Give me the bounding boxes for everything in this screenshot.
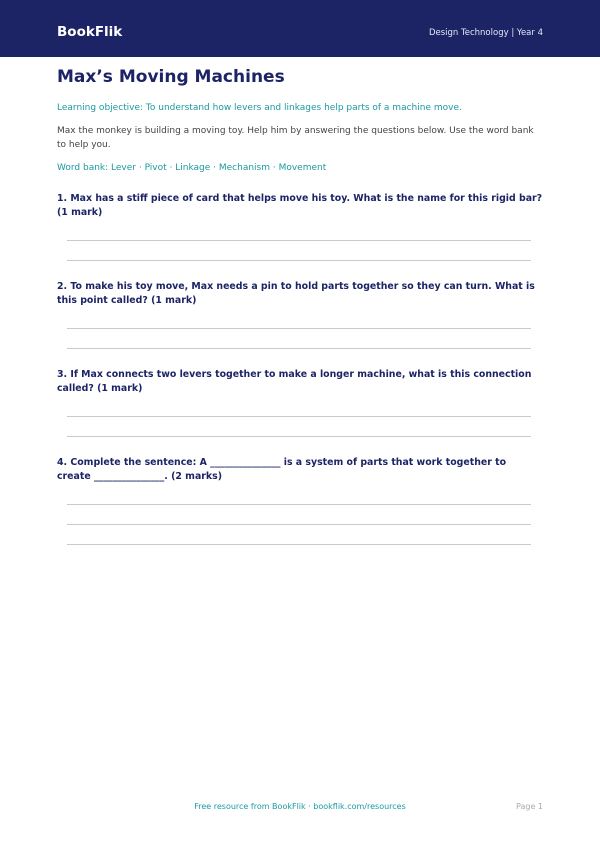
answer-line[interactable] — [67, 348, 531, 349]
answer-line[interactable] — [67, 240, 531, 241]
answer-line[interactable] — [67, 544, 531, 545]
word-bank: Word bank: Lever · Pivot · Linkage · Mechanism · Movement — [57, 163, 327, 173]
answer-lines — [57, 504, 543, 545]
learning-objective: Learning objective: To understand how levers and linkages help parts of a machine move. — [57, 103, 462, 113]
footer-source-link[interactable]: Free resource from BookFlik · bookflik.com/resources — [194, 802, 406, 811]
subject-year-label: Design Technology | Year 4 — [428, 28, 543, 38]
question-text: 4. Complete the sentence: A _______________ is a system of parts that work together to create _______________. (2 marks) — [57, 457, 507, 482]
answer-lines — [57, 416, 543, 437]
answer-lines — [57, 328, 543, 349]
page-number: Page 1 — [516, 802, 543, 811]
question-3 — [57, 368, 543, 437]
question-text: 3. If Max connects two levers together to make a longer machine, what is this connection called? (1 mark) — [57, 369, 532, 394]
answer-line[interactable] — [67, 524, 531, 525]
intro-text: Max the monkey is building a moving toy. Help him by answering the questions below. Use the word bank to help you. — [57, 126, 534, 150]
answer-line[interactable] — [67, 436, 531, 437]
page-header — [0, 0, 600, 57]
worksheet-title: Max’s Moving Machines — [57, 67, 285, 87]
question-4 — [57, 456, 543, 545]
brand-logo-text: BookFlik — [57, 24, 123, 40]
answer-line[interactable] — [67, 504, 531, 505]
answer-line[interactable] — [67, 260, 531, 261]
question-text: 2. To make his toy move, Max needs a pin to hold parts together so they can turn. What is this point called? (1 mark) — [57, 281, 535, 306]
question-2 — [57, 280, 543, 349]
answer-line[interactable] — [67, 416, 531, 417]
question-1 — [57, 192, 543, 261]
answer-line[interactable] — [67, 328, 531, 329]
answer-lines — [57, 240, 543, 261]
worksheet-content — [57, 66, 543, 564]
question-text: 1. Max has a stiff piece of card that helps move his toy. What is the name for this rigid bar? (1 mark) — [57, 193, 543, 218]
